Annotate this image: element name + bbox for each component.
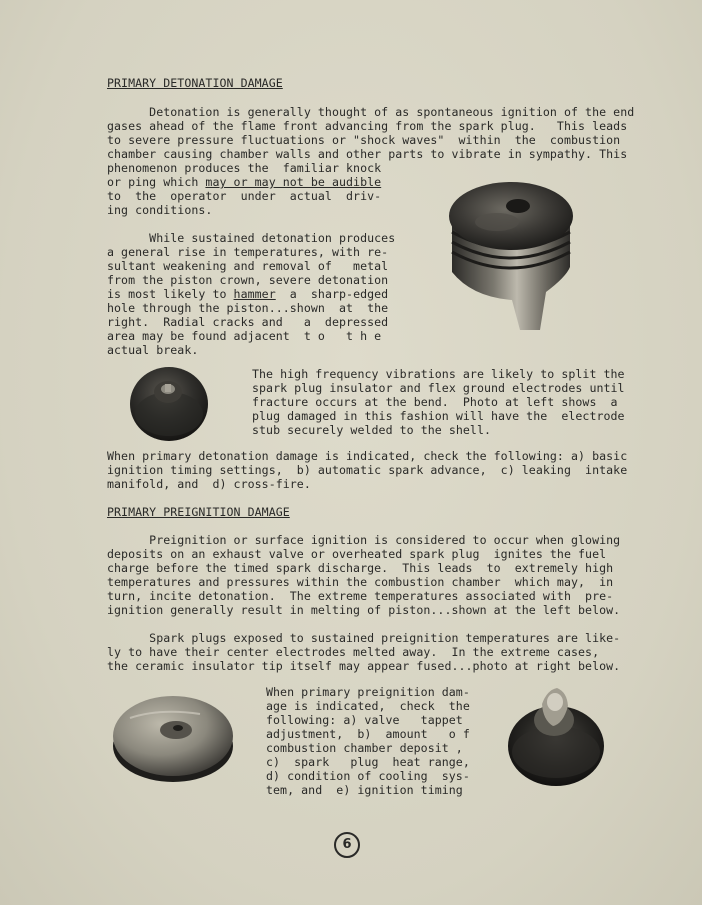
text-line: chamber causing chamber walls and other parts to vibrate in sympathy. This: [107, 147, 628, 161]
text-fragment: or ping which: [107, 175, 206, 189]
damaged-piston-photo: [442, 172, 580, 334]
text-line: a general rise in temperatures, with re-: [107, 245, 389, 259]
text-line: d) condition of cooling sys-: [266, 769, 470, 783]
text-line: the ceramic insulator tip itself may appear fused...photo at right below.: [107, 659, 621, 673]
text-line: stub securely welded to the shell.: [252, 423, 492, 437]
text-line: actual break.: [107, 343, 199, 357]
text-line: ignition generally result in melting of piston...shown at the left below.: [107, 603, 621, 617]
heading-preignition: PRIMARY PREIGNITION DAMAGE: [107, 505, 290, 519]
text-line: to the operator under actual driv-: [107, 189, 382, 203]
text-line: to severe pressure fluctuations or "shock waves" within the combustion: [107, 133, 621, 147]
heading-detonation: PRIMARY DETONATION DAMAGE: [107, 76, 283, 90]
text-line: ignition timing settings, b) automatic spark advance, c) leaking intake: [107, 463, 628, 477]
text-line: When primary detonation damage is indicated, check the following: a) basic: [107, 449, 628, 463]
text-line: charge before the timed spark discharge. This leads to extremely high: [107, 561, 614, 575]
fused-spark-plug-photo: [505, 682, 607, 788]
page-number: 6: [334, 832, 360, 858]
text-line: While sustained detonation produces: [107, 231, 396, 245]
text-line: Detonation is generally thought of as spontaneous ignition of the end: [107, 105, 635, 119]
text-line: tem, and e) ignition timing: [266, 783, 463, 797]
text-line: ly to have their center electrodes melted away. In the extreme cases,: [107, 645, 600, 659]
text-line: hole through the piston...shown at the: [107, 301, 389, 315]
text-line: Preignition or surface ignition is considered to occur when glowing: [107, 533, 621, 547]
text-line: right. Radial cracks and a depressed: [107, 315, 389, 329]
text-line: sultant weakening and removal of metal: [107, 259, 389, 273]
text-line: ing conditions.: [107, 203, 213, 217]
text-line: plug damaged in this fashion will have the electrode: [252, 409, 625, 423]
text-line: deposits on an exhaust valve or overheated spark plug ignites the fuel: [107, 547, 607, 561]
spark-plug-photo: [128, 362, 210, 444]
text-line: spark plug insulator and flex ground electrodes until: [252, 381, 625, 395]
text-line: adjustment, b) amount o f: [266, 727, 470, 741]
text-line: following: a) valve tappet: [266, 713, 463, 727]
text-line: fracture occurs at the bend. Photo at left shows a: [252, 395, 618, 409]
text-line: turn, incite detonation. The extreme temperatures associated with pre-: [107, 589, 614, 603]
underlined-text: may or may not be audible: [205, 175, 382, 189]
melted-piston-photo: [110, 688, 236, 784]
text-line: age is indicated, check the: [266, 699, 470, 713]
text-line: manifold, and d) cross-fire.: [107, 477, 311, 491]
text-line: from the piston crown, severe detonation: [107, 273, 389, 287]
text-line: [107, 287, 388, 301]
text-fragment: is most likely to: [107, 287, 234, 301]
text-line: gases ahead of the flame front advancing from the spark plug. This leads: [107, 119, 628, 133]
text-line: temperatures and pressures within the combustion chamber which may, in: [107, 575, 614, 589]
text-line: When primary preignition dam-: [266, 685, 470, 699]
text-line: [107, 175, 381, 189]
text-line: phenomenon produces the familiar knock: [107, 161, 382, 175]
text-line: area may be found adjacent t o t h e: [107, 329, 382, 343]
text-line: c) spark plug heat range,: [266, 755, 470, 769]
text-line: The high frequency vibrations are likely to split the: [252, 367, 625, 381]
text-line: Spark plugs exposed to sustained preignition temperatures are like-: [107, 631, 621, 645]
text-fragment: a sharp-edged: [275, 287, 389, 301]
underlined-text: hammer: [233, 287, 276, 301]
text-line: combustion chamber deposit ,: [266, 741, 463, 755]
